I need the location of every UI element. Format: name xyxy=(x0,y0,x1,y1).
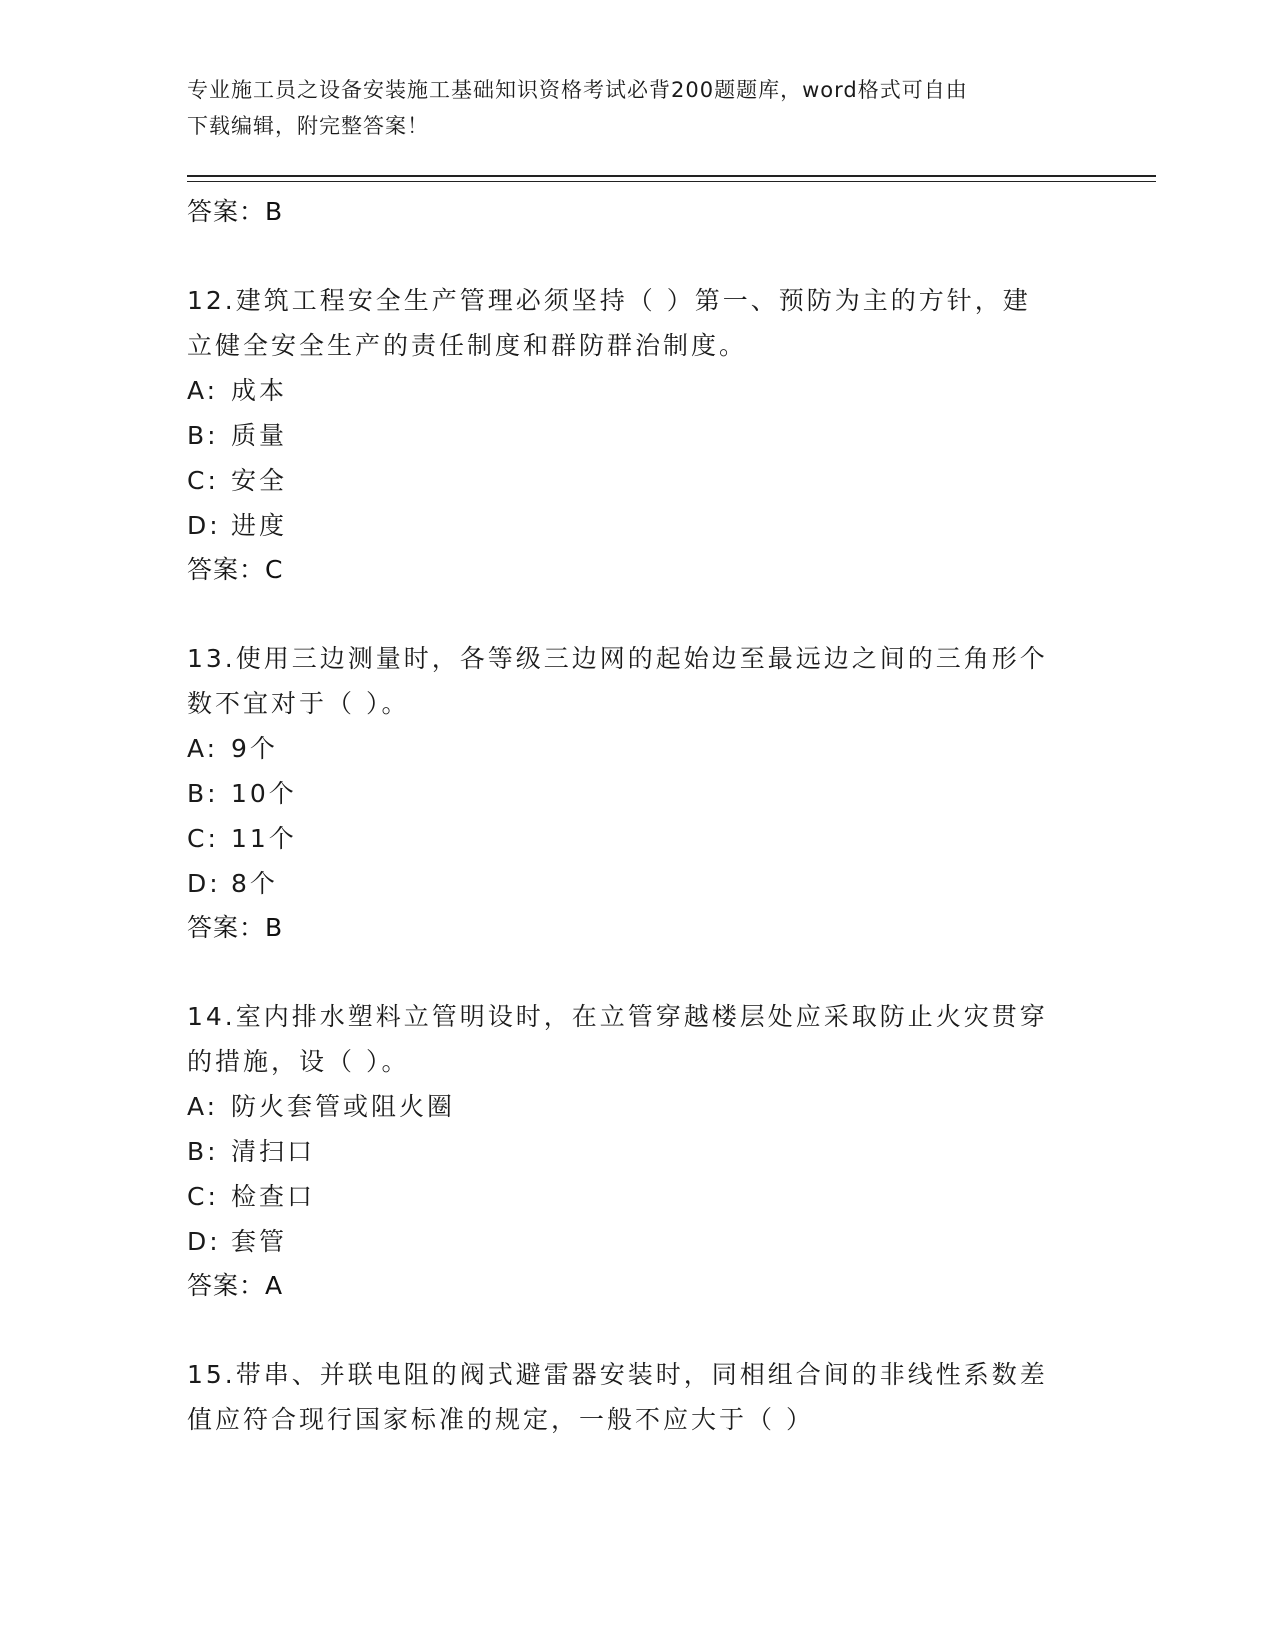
question-stem-line: 的措施，设（ ）。 xyxy=(187,1047,410,1076)
option-c xyxy=(187,1174,1087,1219)
question-stem xyxy=(187,636,1087,726)
question-stem-line: 值应符合现行国家标准的规定，一般不应大于（ ） xyxy=(187,1405,814,1434)
option-letter: C: xyxy=(187,466,219,495)
spacer xyxy=(187,592,1087,636)
previous-answer: 答案：B xyxy=(187,197,284,226)
option-b xyxy=(187,1129,1087,1174)
option-d xyxy=(187,503,1087,548)
question-stem-line: 立健全安全生产的责任制度和群防群治制度。 xyxy=(187,331,748,360)
option-text: 质量 xyxy=(231,421,288,450)
option-d xyxy=(187,1219,1087,1264)
question-stem-line: 12.建筑工程安全生产管理必须坚持（ ）第一、预防为主的方针，建 xyxy=(187,286,1031,315)
option-d xyxy=(187,861,1087,906)
option-b xyxy=(187,413,1087,458)
option-text: 防火套管或阻火圈 xyxy=(231,1092,456,1121)
question-block-15 xyxy=(187,1352,1087,1442)
question-block-12 xyxy=(187,278,1087,592)
option-b xyxy=(187,771,1087,816)
option-letter: D: xyxy=(187,511,221,540)
option-letter: C: xyxy=(187,1182,219,1211)
option-letter: A: xyxy=(187,734,219,763)
option-text: 8个 xyxy=(231,869,278,898)
option-text: 检查口 xyxy=(231,1182,316,1211)
question-stem xyxy=(187,278,1087,368)
question-stem-line: 13.使用三边测量时，各等级三边网的起始边至最远边之间的三角形个 xyxy=(187,644,1048,673)
spacer xyxy=(187,1308,1087,1352)
question-stem-line: 14.室内排水塑料立管明设时，在立管穿越楼层处应采取防止火灾贯穿 xyxy=(187,1002,1048,1031)
option-text: 安全 xyxy=(231,466,288,495)
option-a xyxy=(187,726,1087,771)
option-letter: B: xyxy=(187,779,219,808)
option-letter: B: xyxy=(187,1137,219,1166)
header-divider-thin xyxy=(187,181,1156,182)
question-stem-line: 15.带串、并联电阻的阀式避雷器安装时，同相组合间的非线性系数差 xyxy=(187,1360,1048,1389)
spacer xyxy=(187,234,1087,278)
option-letter: D: xyxy=(187,1227,221,1256)
option-text: 套管 xyxy=(231,1227,288,1256)
question-stem xyxy=(187,1352,1087,1442)
option-c xyxy=(187,458,1087,503)
option-text: 成本 xyxy=(231,376,288,405)
option-letter: A: xyxy=(187,376,219,405)
document-content xyxy=(187,190,1087,1442)
document-header xyxy=(187,72,1087,144)
option-c xyxy=(187,816,1087,861)
answer-line: 答案：B xyxy=(187,913,284,942)
option-text: 9个 xyxy=(231,734,278,763)
option-letter: A: xyxy=(187,1092,219,1121)
option-a xyxy=(187,1084,1087,1129)
option-text: 清扫口 xyxy=(231,1137,316,1166)
option-text: 进度 xyxy=(231,511,288,540)
option-text: 11个 xyxy=(231,824,297,853)
header-line-1: 专业施工员之设备安装施工基础知识资格考试必背200题题库，word格式可自由 xyxy=(187,78,968,102)
header-divider-thick xyxy=(187,175,1156,177)
header-line-2: 下载编辑，附完整答案！ xyxy=(187,114,429,138)
option-text: 10个 xyxy=(231,779,297,808)
question-stem xyxy=(187,994,1087,1084)
question-stem-line: 数不宜对于（ ）。 xyxy=(187,689,410,718)
option-a xyxy=(187,368,1087,413)
option-letter: D: xyxy=(187,869,221,898)
question-block-14 xyxy=(187,994,1087,1308)
answer-line: 答案：A xyxy=(187,1271,284,1300)
option-letter: B: xyxy=(187,421,219,450)
question-block-13 xyxy=(187,636,1087,950)
option-letter: C: xyxy=(187,824,219,853)
answer-line: 答案：C xyxy=(187,555,284,584)
spacer xyxy=(187,950,1087,994)
